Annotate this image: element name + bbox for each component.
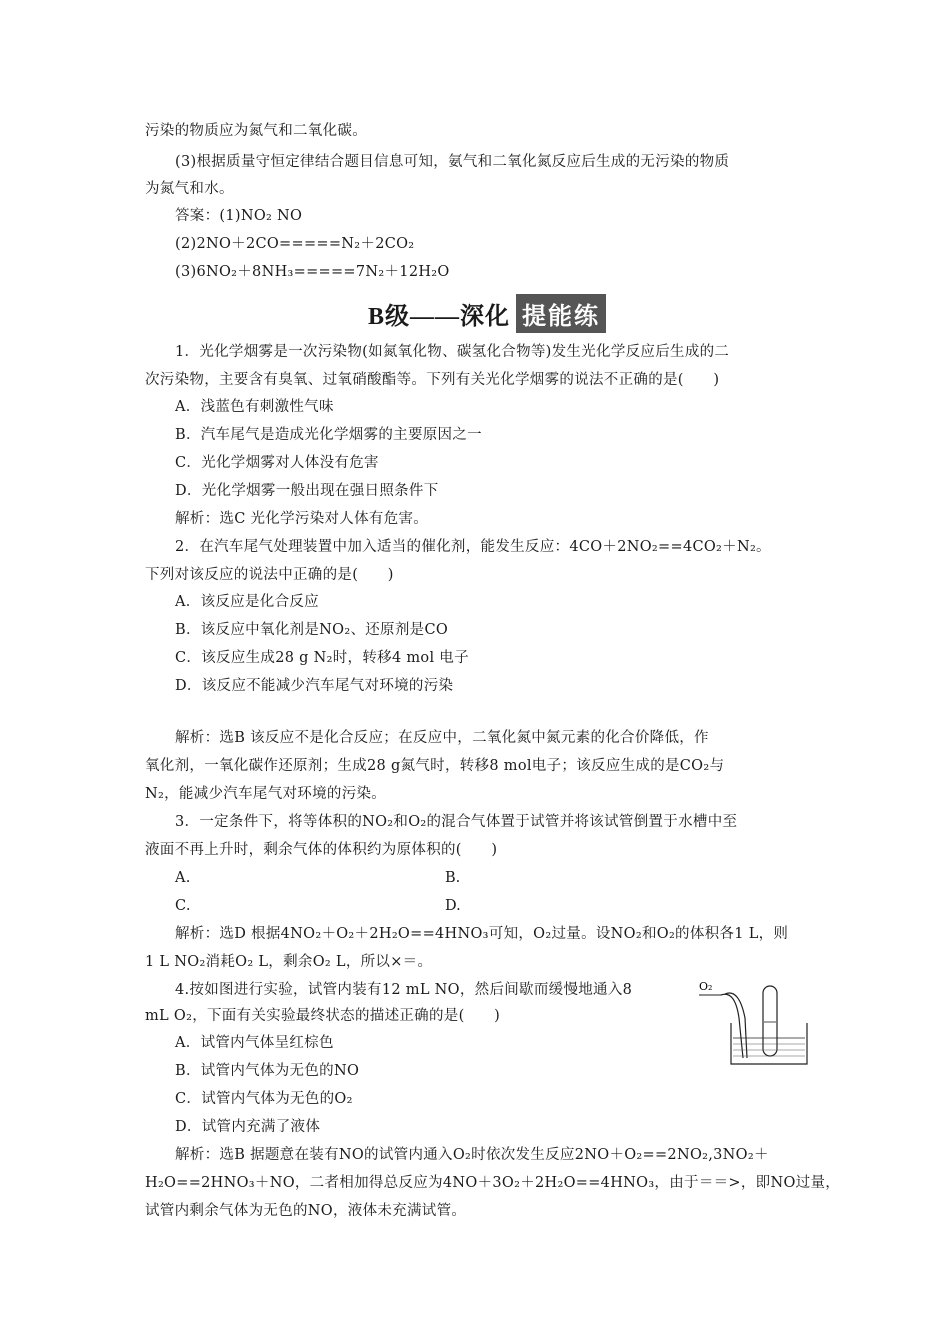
text-line: C．该反应生成28 g N₂时，转移4 mol 电子 — [175, 650, 469, 666]
text-line: A. — [175, 870, 191, 886]
text-line: (2)2NO＋2CO=====N₂＋2CO₂ — [175, 236, 415, 252]
text-line: B．汽车尾气是造成光化学烟雾的主要原因之一 — [175, 427, 482, 443]
text-line: H₂O==2HNO₃＋NO，二者相加得总反应为4NO＋3O₂＋2H₂O==4HNO₃，由于＝＝>，即NO过量， — [145, 1175, 841, 1191]
text-line: 2．在汽车尾气处理装置中加入适当的催化剂，能发生反应：4CO＋2NO₂==4CO₂＋N₂。 — [175, 539, 771, 555]
text-line: 4.按如图进行实验，试管内装有12 mL NO，然后间歇而缓慢地通入8 — [175, 982, 633, 998]
text-line: 为氮气和水。 — [145, 181, 234, 197]
gas-label: O₂ — [699, 980, 713, 993]
text-line: D．光化学烟雾一般出现在强日照条件下 — [175, 483, 439, 499]
text-line: 试管内剩余气体为无色的NO，液体未充满试管。 — [145, 1203, 467, 1219]
text-line: N₂，能减少汽车尾气对环境的污染。 — [145, 786, 387, 802]
text-line: 3．一定条件下，将等体积的NO₂和O₂的混合气体置于试管并将该试管倒置于水槽中至 — [175, 814, 738, 830]
text-line: 解析：选B 据题意在装有NO的试管内通入O₂时依次发生反应2NO＋O₂==2NO₂,3NO₂＋ — [175, 1147, 769, 1163]
text-line: 次污染物，主要含有臭氧、过氧硝酸酯等。下列有关光化学烟雾的说法不正确的是( ) — [145, 372, 720, 388]
banner-title: B级——深化 — [368, 303, 511, 330]
text-line: B．试管内气体为无色的NO — [175, 1063, 360, 1079]
text-line: 氧化剂，一氧化碳作还原剂；生成28 g氮气时，转移8 mol电子；该反应生成的是CO₂与 — [145, 758, 725, 774]
text-line: 下列对该反应的说法中正确的是( ) — [145, 567, 394, 583]
text-line: 污染的物质应为氮气和二氧化碳。 — [145, 123, 367, 139]
section-banner — [368, 295, 606, 331]
text-line: (3)6NO₂＋8NH₃=====7N₂＋12H₂O — [175, 264, 450, 280]
text-line: (3)根据质量守恒定律结合题目信息可知，氨气和二氧化氮反应后生成的无污染的物质 — [175, 154, 730, 170]
text-line: 答案：(1)NO₂ NO — [175, 208, 303, 224]
text-line: C．光化学烟雾对人体没有危害 — [175, 455, 379, 471]
text-line: A．浅蓝色有刺激性气味 — [175, 399, 334, 415]
text-line: 解析：选D 根据4NO₂＋O₂＋2H₂O==4HNO₃可知，O₂过量。设NO₂和O₂的体积各1 L，则 — [175, 926, 789, 942]
text-line: mL O₂，下面有关实验最终状态的描述正确的是( ) — [145, 1008, 501, 1024]
text-line: B. — [445, 870, 461, 886]
text-line: C. — [175, 898, 191, 914]
text-line: A．该反应是化合反应 — [175, 594, 319, 610]
text-line: 液面不再上升时，剩余气体的体积约为原体积的( ) — [145, 842, 498, 858]
text-line: B．该反应中氧化剂是NO₂、还原剂是CO — [175, 622, 449, 638]
text-line: A．试管内气体呈红棕色 — [175, 1035, 334, 1051]
text-line: 解析：选B 该反应不是化合反应；在反应中，二氧化氮中氮元素的化合价降低，作 — [175, 730, 709, 746]
banner-highlight: 提能练 — [516, 294, 606, 333]
text-line: 1．光化学烟雾是一次污染物(如氮氧化物、碳氢化合物等)发生光化学反应后生成的二 — [175, 344, 730, 360]
text-line: 1 L NO₂消耗O₂ L，剩余O₂ L，所以×＝。 — [145, 954, 433, 970]
text-line: D．试管内充满了液体 — [175, 1119, 321, 1135]
text-line: 解析：选C 光化学污染对人体有危害。 — [175, 511, 429, 527]
text-line: D．该反应不能减少汽车尾气对环境的污染 — [175, 678, 454, 694]
text-line: C．试管内气体为无色的O₂ — [175, 1091, 353, 1107]
text-line: D. — [445, 898, 461, 914]
experiment-diagram — [695, 978, 825, 1068]
